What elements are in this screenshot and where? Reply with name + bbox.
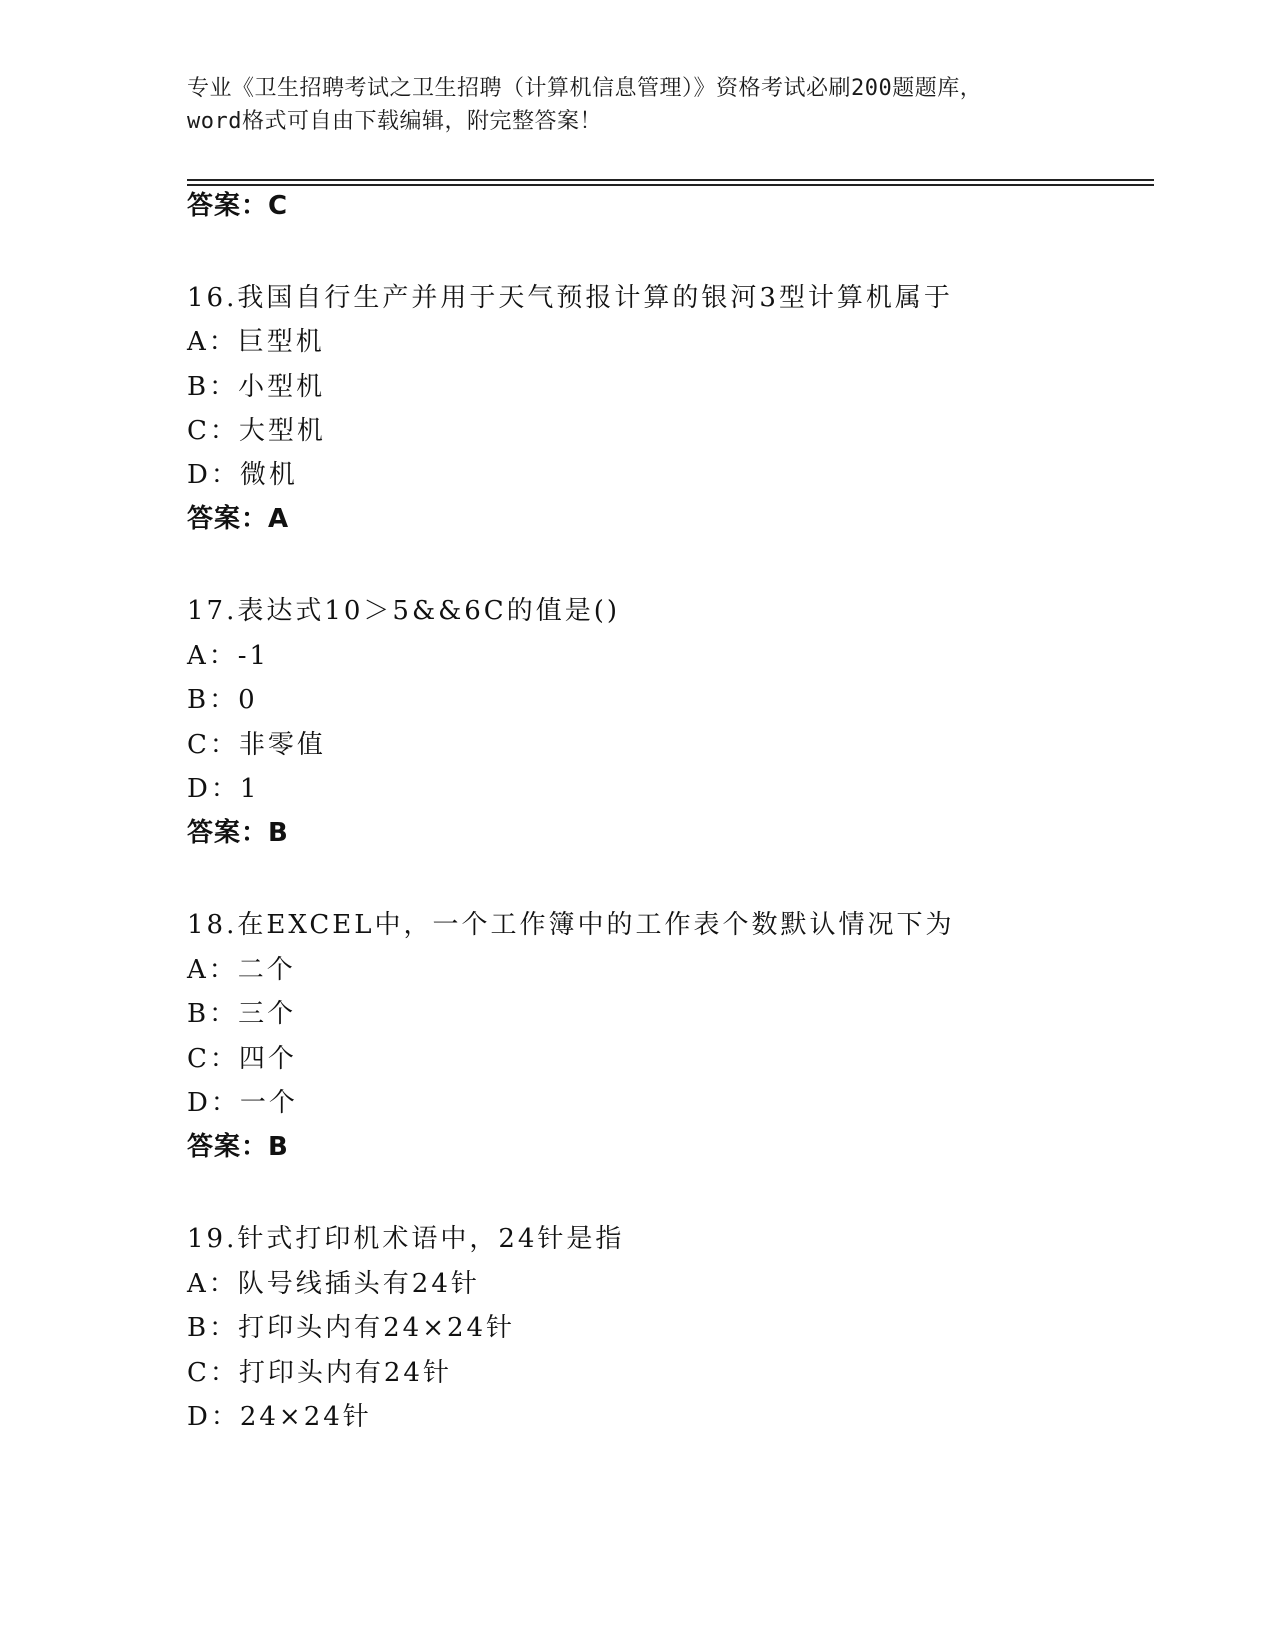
option-a: A：二个 [187, 955, 296, 985]
option-a: A：队号线插头有24针 [187, 1269, 480, 1299]
option-d: D：微机 [187, 460, 298, 490]
question-stem: 17.表达式10＞5&&6C的值是() [187, 596, 620, 626]
answer-line: 答案：C [187, 191, 289, 221]
header-divider-bottom [187, 184, 1154, 186]
option-b: B：小型机 [187, 372, 326, 402]
option-d: D：一个 [187, 1088, 298, 1118]
option-a: A：-1 [187, 641, 270, 671]
answer-line: 答案：B [187, 818, 289, 848]
option-b: B：打印头内有24×24针 [187, 1313, 516, 1343]
option-d: D：24×24针 [187, 1402, 372, 1432]
option-b: B：0 [187, 685, 258, 715]
option-c: C：非零值 [187, 730, 326, 760]
option-c: C：打印头内有24针 [187, 1358, 452, 1388]
header-line-1: 专业《卫生招聘考试之卫生招聘（计算机信息管理）》资格考试必刷200题题库， [187, 76, 983, 101]
question-stem: 16.我国自行生产并用于天气预报计算的银河3型计算机属于 [187, 283, 953, 313]
answer-line: 答案：A [187, 504, 290, 534]
option-c: C：大型机 [187, 416, 326, 446]
option-c: C：四个 [187, 1044, 297, 1074]
question-stem: 18.在EXCEL中，一个工作簿中的工作表个数默认情况下为 [187, 910, 955, 940]
question-stem: 19.针式打印机术语中，24针是指 [187, 1224, 625, 1254]
option-d: D：1 [187, 774, 260, 804]
option-b: B：三个 [187, 999, 297, 1029]
header-divider-top [187, 179, 1154, 181]
header-line-2: word格式可自由下载编辑，附完整答案！ [187, 109, 602, 134]
option-a: A：巨型机 [187, 327, 325, 357]
document-header [187, 72, 1087, 138]
answer-line: 答案：B [187, 1132, 289, 1162]
